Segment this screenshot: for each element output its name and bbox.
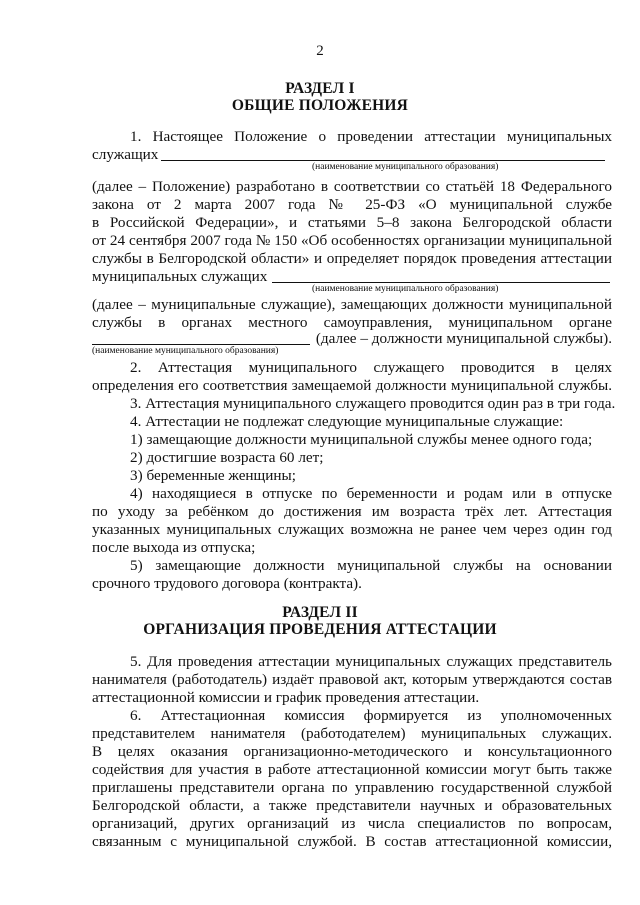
paragraph-6-line-6: Белгородской области, а также представители научных и образовательных: [92, 797, 612, 814]
paragraph-6-line-5: приглашены представители органа по управлению государственной службой: [92, 779, 612, 796]
page-number: 2: [316, 43, 324, 59]
section-1-title: РАЗДЕЛ I: [285, 80, 355, 97]
paragraph-1-line-7: службы в Белгородской области» и определяет порядок проведения аттестации: [92, 250, 612, 267]
paragraph-6-line-2: представителем нанимателя (работодателем) муниципальных служащих.: [92, 725, 612, 742]
paragraph-1-line-9: (далее – муниципальные служащие), замещающих должности муниципальной: [92, 296, 612, 313]
section-1-subtitle: ОБЩИЕ ПОЛОЖЕНИЯ: [231, 97, 409, 114]
caption-municipality: (наименование муниципального образования): [312, 162, 499, 172]
paragraph-4-item-2: 2) достигшие возраста 60 лет;: [130, 449, 324, 466]
blank-line: [161, 160, 605, 161]
text-fragment: служащих: [92, 146, 159, 163]
blank-line: [92, 344, 310, 345]
paragraph-2-line-2: определения его соответствия замещаемой должности муниципальной службы.: [92, 377, 612, 394]
paragraph-4-item-5-line-1: 5) замещающие должности муниципальной службы на основании: [130, 557, 612, 574]
text-fragment: муниципальных служащих: [92, 268, 268, 285]
paragraph-5-line-2: нанимателя (работодатель) издаёт правовой акт, которым утверждаются состав: [92, 671, 612, 688]
paragraph-4-item-4-line-3: указанных муниципальных служащих возможна не ранее чем через один год: [92, 521, 612, 538]
section-2-subtitle: ОРГАНИЗАЦИЯ ПРОВЕДЕНИЯ АТТЕСТАЦИИ: [143, 621, 497, 638]
paragraph-4-item-1: 1) замещающие должности муниципальной службы менее одного года;: [130, 431, 593, 448]
paragraph-4-item-4-line-2: по уходу за ребёнком до достижения им возраста трёх лет. Аттестация: [92, 503, 612, 520]
caption-municipality: (наименование муниципального образования): [312, 284, 499, 294]
paragraph-1-line-6: от 24 сентября 2007 года № 150 «Об особенностях организации муниципальной: [92, 232, 612, 249]
paragraph-4-item-5-line-2: срочного трудового договора (контракта).: [92, 575, 362, 592]
paragraph-4-item-4-line-1: 4) находящиеся в отпуске по беременности и родам или в отпуске: [130, 485, 612, 502]
paragraph-5-line-1: 5. Для проведения аттестации муниципальных служащих представитель: [130, 653, 612, 670]
paragraph-6-line-4: содействия для участия в работе аттестационной комиссии могут быть также: [92, 761, 612, 778]
caption-municipality: (наименование муниципального образования): [92, 346, 279, 356]
paragraph-1-line-5: в Российской Федерации», и статьями 5–8 закона Белгородской области: [92, 214, 612, 231]
paragraph-6-line-1: 6. Аттестационная комиссия формируется из уполномоченных: [130, 707, 612, 724]
blank-line: [272, 282, 610, 283]
paragraph-1-line-4: закона от 2 марта 2007 года № 25-ФЗ «О муниципальной службе: [92, 196, 612, 213]
paragraph-3: 3. Аттестация муниципального служащего проводится один раз в три года.: [130, 395, 616, 412]
paragraph-4: 4. Аттестации не подлежат следующие муниципальные служащие:: [130, 413, 564, 430]
paragraph-6-line-8: связанным с муниципальной службой. В состав аттестационной комиссии,: [92, 833, 612, 850]
paragraph-6-line-7: организаций, других организаций из числа специалистов по вопросам,: [92, 815, 612, 832]
paragraph-4-item-3: 3) беременные женщины;: [130, 467, 296, 484]
paragraph-1-line-10: службы в органах местного самоуправления, муниципальном органе: [92, 314, 612, 331]
paragraph-6-line-3: В целях оказания организационно-методического и консультационного: [92, 743, 612, 760]
paragraph-1-line-1: 1. Настоящее Положение о проведении аттестации муниципальных: [130, 128, 612, 145]
paragraph-2-line-1: 2. Аттестация муниципального служащего проводится в целях: [130, 359, 612, 376]
paragraph-5-line-3: аттестационной комиссии и график проведения аттестации.: [92, 689, 480, 706]
paragraph-4-item-4-line-4: после выхода из отпуска;: [92, 539, 256, 556]
paragraph-1-line-11: (далее – должности муниципальной службы).: [315, 330, 612, 347]
section-2-title: РАЗДЕЛ II: [282, 604, 358, 621]
paragraph-1-line-3: (далее – Положение) разработано в соответствии со статьёй 18 Федерального: [92, 178, 612, 195]
